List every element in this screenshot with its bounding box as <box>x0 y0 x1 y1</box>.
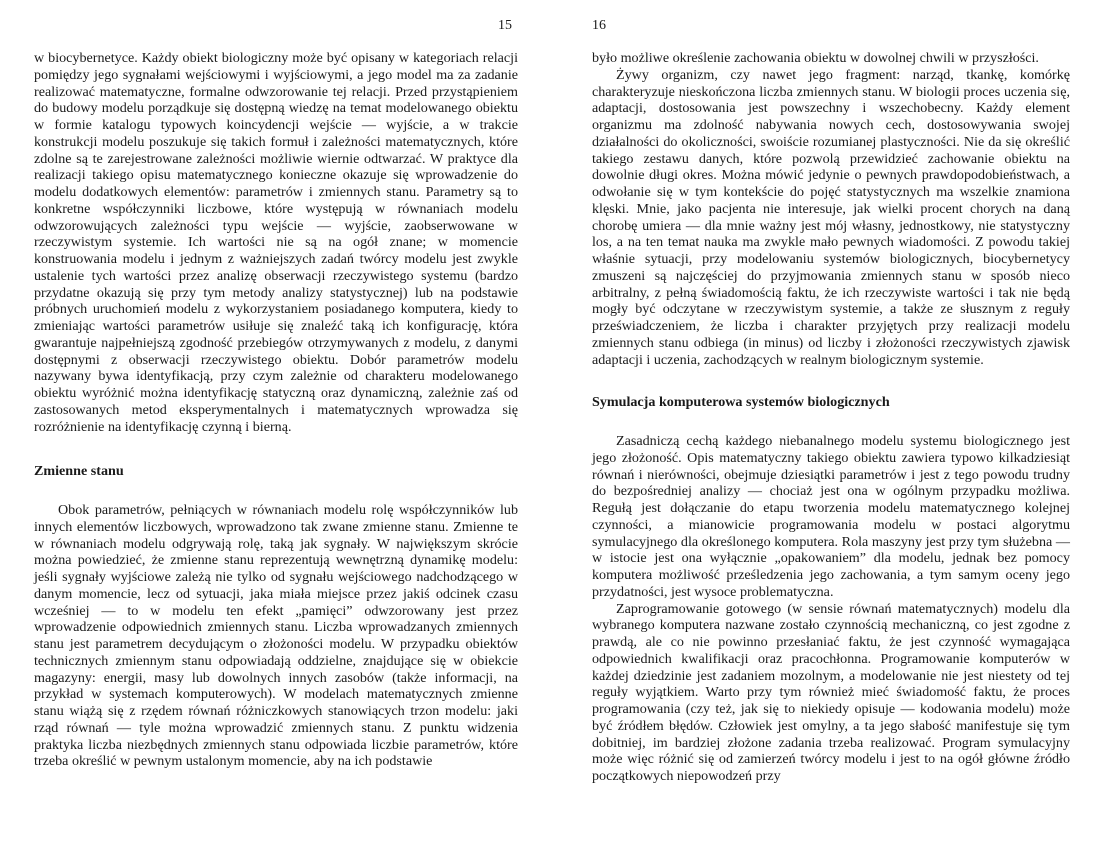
left-page-body <box>34 50 518 770</box>
left-page <box>34 0 518 847</box>
paragraph: Zaprogramowanie gotowego (w sensie równań matematycznych) modelu dla wybranego komputera nazwane zostało czynnością mechaniczną, co jest zgodne z prawdą, ale co nie powinno przesłaniać faktu, że jest czynność wymagająca odpowiednich kwalifikacji oraz pracochłonna. Programowanie komputerów w każdej dziedzinie jest zadaniem mozolnym, a modelowanie nie jest niestety od tej reguły wyjątkiem. Warto przy tym również mieć świadomość faktu, że proces programowania (czy też, jak się to niekiedy opisuje — kodowania modelu) może być źródłem błędów. Człowiek jest omylny, a ta jego słabość manifestuje się tym dobitniej, im bardziej złożone zadania trzeba realizować. Program symulacyjny może więc różnić się od zamierzeń twórcy modelu i jest to na ogół główne źródło początkowych niepowodzeń przy <box>592 600 1070 784</box>
paragraph: było możliwe określenie zachowania obiektu w dowolnej chwili w przyszłości. <box>592 50 1039 66</box>
section-heading-symulacja: Symulacja komputerowa systemów biologicznych <box>592 394 890 411</box>
right-page-body <box>592 50 1070 785</box>
section-heading-zmienne-stanu: Zmienne stanu <box>34 463 124 480</box>
right-page <box>592 0 1070 847</box>
paragraph: Zasadniczą cechą każdego niebanalnego modelu systemu biologicznego jest jego złożoność. Opis matematyczny takiego obiektu zawiera typowo kilkadziesiąt równań i nierówności, obejmuje dziesiątki parametrów i jest z tego powodu trudny do bezpośredniej analizy — chociaż jest ona w ogólnym przypadku możliwa. Regułą jest dołączanie do etapu tworzenia modelu matematycznego kolejnej czynności, a mianowicie programowania modelu w postaci algorytmu symulacyjnego dla określonego komputera. Rola maszyny jest przy tym służebna — w istocie jest ona wyłącznie „opakowaniem” dla modelu, jednak bez pomocy komputera możliwość prześledzenia jego zachowania, a tym samym oceny jego przydatności, jest wysoce problematyczna. <box>592 433 1070 600</box>
paragraph: Żywy organizm, czy nawet jego fragment: narząd, tkankę, komórkę charakteryzuje nieskończona liczba zmiennych stanu. W biologii proces uczenia się, adaptacji, dostosowania jest powszechny i wszechobecny. Każdy element organizmu ma zdolność nabywania nowych cech, dostosowywania swojej działalności do okoliczności, swoiście rozumianej plastyczności. Nie da się określić takiego zestawu danych, które pozwolą przewidzieć zachowanie obiektu na dowolnie długi okres. Można mówić jedynie o pewnych prawdopodobieństwach, a odwołanie się w tym kontekście do pojęć statystycznych ma wszelkie znamiona klęski. Mnie, jako pacjenta nie interesuje, jak wielki procent chorych na daną chorobę umiera — dla mnie ważny jest mój własny, jednostkowy, nie statystyczny los, a na ten temat nauka ma zwykle mało pewnych wiadomości. Z powodu takiej właśnie sytuacji, przy modelowaniu systemów biologicznych, biocybernetycy zmuszeni są najczęściej do przyjmowania zmiennych stanu w sposób nieco arbitralny, z pełną świadomością faktu, że ich rzeczywiste wartości i tak nie będą mogły być odczytane w rzeczywistym systemie, a także ze słusznym z reguły przeświadczeniem, że liczba i charakter przyjętych przy realizacji modelu zmiennych stanu odbiega (in minus) od liczby i złożoności rzeczywistych zjawisk adaptacji i uczenia, zachodzących w realnym biologicznym systemie. <box>592 66 1070 368</box>
paragraph: w biocybernetyce. Każdy obiekt biologiczny może być opisany w kategoriach relacji pomiędzy jego sygnałami wejściowymi i wyjściowymi, a jego model ma za zadanie realizować matematyczne, formalne odwzorowanie tej relacji. Przed przystąpieniem do budowy modelu porządkuje się dostępną wiedzę na temat modelowanego obiektu w formie katalogu typowych koincydencji wejście — wyjście, a w trakcie konstrukcji modelu poszukuje się takich formuł i zależności matematycznych, które zdolne są te zarejestrowane zależności możliwie wiernie odtwarzać. W praktyce dla realizacji takiego opisu matematycznego konieczne okazuje się wprowadzenie do modelu dodatkowych elementów: parametrów i zmiennych stanu. Parametry są to konkretne współczynniki liczbowe, które występują w równaniach modelu odwzorowujących zależności typu wejście — wyjście, zaobserwowane w rzeczywistym systemie. Ich wartości nie są na ogół znane; w momencie konstruowania modelu i jednym z ważniejszych zadań twórcy modelu jest zwykle ustalenie tych wartości przez analizę obserwacji rzeczywistego systemu (bardzo przydatne okazują się przy tym metody analizy statystycznej) lub na podstawie próbnych uruchomień modelu z wykorzystaniem posiadanego komputera, kiedy to zmieniając wartości parametrów usiłuje się znaleźć taką ich konfigurację, która gwarantuje najpełniejszą zgodność przebiegów otrzymywanych z modelu, z danymi dostępnymi z obserwacji rzeczywistego obiektu. Dobór parametrów modelu nazywany bywa identyfikacją, przy czym zależnie od charakteru modelowanego obiektu wyróżnić można identyfikację statyczną oraz dynamiczną, zależnie zaś od zastosowanych metod eksperymentalnych i matematycznych wprowadza się rozróżnienie na identyfikację czynną i bierną. <box>34 50 518 435</box>
paragraph: Obok parametrów, pełniących w równaniach modelu rolę współczynników lub innych elementów liczbowych, wprowadzono tak zwane zmienne stanu. Zmienne te w równaniach modelu odgrywają rolę, taką jak sygnały. W największym skrócie można powiedzieć, że zmienne stanu reprezentują wewnętrzną dynamikę modelu: jeśli sygnały wyjściowe zależą nie tylko od sygnału wejściowego nadchodzącego w danym momencie, lecz od sytuacji, jaka miała miejsce przez jakiś odcinek czasu wcześniej — to w modelu ten efekt „pamięci” odwzorowany jest przez wprowadzenie odpowiednich zmiennych stanu. Liczba wprowadzanych zmiennych stanu jest parametrem decydującym o złożoności modelu. W przypadku obiektów technicznych zmiennym stanu odpowiadają oddzielne, znajdujące się w obiekcie magazyny: energii, masy lub dowolnych innych zasobów (także informacji, na przykład w systemach komputerowych). W modelach matematycznych zmienne stanu wiążą się z rzędem równań różniczkowych stanowiących trzon modelu: jaki rząd równań — tyle można wprowadzić zmiennych stanu. Z punktu widzenia praktyka liczba niezbędnych zmiennych stanu odpowiada liczbie parametrów, które trzeba określić w pewnym ustalonym momencie, aby na ich podstawie <box>34 502 518 770</box>
page-number-16: 16 <box>592 18 606 33</box>
page-number-15: 15 <box>498 18 512 33</box>
